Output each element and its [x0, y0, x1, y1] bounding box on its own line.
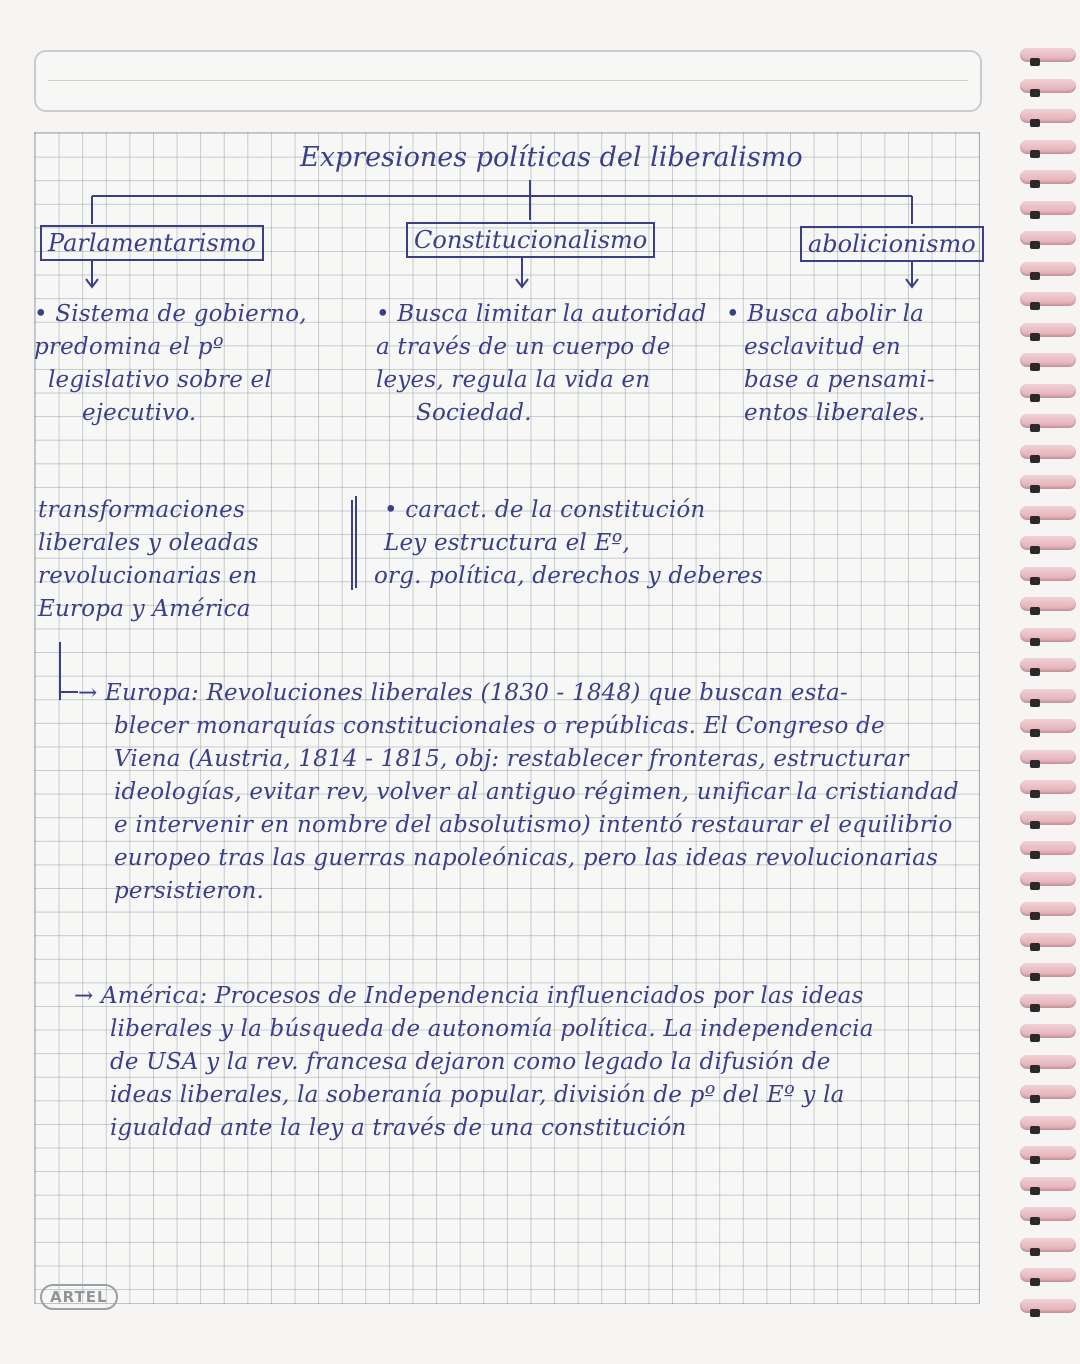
spiral-binding [1010, 40, 1080, 1330]
text-line: e intervenir en nombre del absolutismo) intentó restaurar el equilibrio [114, 812, 953, 838]
binding-hole [1030, 577, 1040, 585]
binding-hole [1030, 302, 1040, 310]
binding-hole [1030, 424, 1040, 432]
text-line: persistieron. [114, 878, 265, 904]
text-line: → Europa: Revoluciones liberales (1830 - 1848) que buscan esta- [78, 680, 848, 706]
binding-hole [1030, 394, 1040, 402]
binding-hole [1030, 638, 1040, 646]
binding-hole [1030, 1034, 1040, 1042]
spiral-ring [1020, 1055, 1076, 1069]
constitucion-characteristics [374, 494, 763, 593]
spiral-ring [1020, 841, 1076, 855]
text-line: Viena (Austria, 1814 - 1815, obj: restablecer fronteras, estructurar [114, 746, 909, 772]
parlamentarismo-definition [34, 298, 307, 430]
binding-hole [1030, 1309, 1040, 1317]
binding-hole [1030, 58, 1040, 66]
text-line: a través de un cuerpo de [376, 334, 671, 360]
binding-hole [1030, 668, 1040, 676]
spiral-ring [1020, 1207, 1076, 1221]
abolicionismo-definition [726, 298, 935, 430]
binding-hole [1030, 516, 1040, 524]
spiral-ring [1020, 79, 1076, 93]
spiral-ring [1020, 353, 1076, 367]
spiral-ring [1020, 1085, 1076, 1099]
transformaciones-heading [38, 494, 259, 626]
text-line: igualdad ante la ley a través de una constitución [110, 1115, 687, 1141]
constitucionalismo-definition [376, 298, 707, 430]
spiral-ring [1020, 414, 1076, 428]
binding-hole [1030, 912, 1040, 920]
text-line: de USA y la rev. francesa dejaron como legado la difusión de [110, 1049, 831, 1075]
text-line: org. política, derechos y deberes [374, 563, 763, 589]
spiral-ring [1020, 1177, 1076, 1191]
spiral-ring [1020, 689, 1076, 703]
binding-hole [1030, 150, 1040, 158]
text-line: Europa y América [38, 596, 251, 622]
text-line: europeo tras las guerras napoleónicas, pero las ideas revolucionarias [114, 845, 939, 871]
spiral-ring [1020, 536, 1076, 550]
text-line: esclavitud en [744, 334, 901, 360]
text-line: → América: Procesos de Independencia influenciados por las ideas [74, 983, 864, 1009]
spiral-ring [1020, 292, 1076, 306]
binding-hole [1030, 1156, 1040, 1164]
spiral-ring [1020, 658, 1076, 672]
binding-hole [1030, 760, 1040, 768]
text-line: • Busca abolir la [726, 301, 925, 327]
spiral-ring [1020, 811, 1076, 825]
spiral-ring [1020, 994, 1076, 1008]
binding-hole [1030, 790, 1040, 798]
spiral-ring [1020, 963, 1076, 977]
spiral-ring [1020, 933, 1076, 947]
binding-hole [1030, 119, 1040, 127]
spiral-ring [1020, 597, 1076, 611]
text-line: liberales y la búsqueda de autonomía política. La independencia [110, 1016, 874, 1042]
binding-hole [1030, 333, 1040, 341]
text-line: predomina el pº [34, 334, 224, 360]
spiral-ring [1020, 872, 1076, 886]
binding-hole [1030, 272, 1040, 280]
spiral-ring [1020, 1268, 1076, 1282]
spiral-ring [1020, 567, 1076, 581]
concept-map-title: Expresiones políticas del liberalismo [300, 142, 803, 173]
binding-hole [1030, 211, 1040, 219]
text-line: • Sistema de gobierno, [34, 301, 307, 327]
spiral-ring [1020, 262, 1076, 276]
binding-hole [1030, 241, 1040, 249]
binding-hole [1030, 973, 1040, 981]
binding-hole [1030, 1095, 1040, 1103]
text-line: revolucionarias en [38, 563, 258, 589]
spiral-ring [1020, 750, 1076, 764]
notebook-brand-logo: ARTEL [40, 1284, 118, 1310]
spiral-ring [1020, 1024, 1076, 1038]
spiral-ring [1020, 201, 1076, 215]
binding-hole [1030, 1278, 1040, 1286]
spiral-ring [1020, 170, 1076, 184]
binding-hole [1030, 89, 1040, 97]
text-line: • Busca limitar la autoridad [376, 301, 707, 327]
spiral-ring [1020, 231, 1076, 245]
spiral-ring [1020, 506, 1076, 520]
spiral-ring [1020, 384, 1076, 398]
binding-hole [1030, 180, 1040, 188]
binding-hole [1030, 729, 1040, 737]
spiral-ring [1020, 1299, 1076, 1313]
binding-hole [1030, 455, 1040, 463]
spiral-ring [1020, 475, 1076, 489]
text-line: ideologías, evitar rev, volver al antiguo régimen, unificar la cristiandad [114, 779, 959, 805]
spiral-ring [1020, 628, 1076, 642]
binding-hole [1030, 485, 1040, 493]
binding-hole [1030, 363, 1040, 371]
spiral-ring [1020, 902, 1076, 916]
spiral-ring [1020, 140, 1076, 154]
spiral-ring [1020, 1146, 1076, 1160]
concept-constitucionalismo: Constitucionalismo [406, 222, 655, 258]
binding-hole [1030, 851, 1040, 859]
binding-hole [1030, 1126, 1040, 1134]
binding-hole [1030, 1217, 1040, 1225]
spiral-ring [1020, 48, 1076, 62]
binding-hole [1030, 821, 1040, 829]
text-line: blecer monarquías constitucionales o repúblicas. El Congreso de [114, 713, 885, 739]
binding-hole [1030, 1248, 1040, 1256]
binding-hole [1030, 1187, 1040, 1195]
concept-parlamentarismo: Parlamentarismo [40, 225, 264, 261]
concept-abolicionismo: abolicionismo [800, 226, 984, 262]
text-line: transformaciones [38, 497, 245, 523]
binding-hole [1030, 1065, 1040, 1073]
binding-hole [1030, 699, 1040, 707]
binding-hole [1030, 1004, 1040, 1012]
text-line: base a pensami- [744, 367, 935, 393]
binding-hole [1030, 546, 1040, 554]
text-line: Ley estructura el Eº, [384, 530, 631, 556]
text-line: liberales y oleadas [38, 530, 259, 556]
spiral-ring [1020, 109, 1076, 123]
text-line: ejecutivo. [82, 400, 197, 426]
spiral-ring [1020, 323, 1076, 337]
text-line: legislativo sobre el [48, 367, 272, 393]
europa-paragraph [78, 677, 959, 908]
binding-hole [1030, 607, 1040, 615]
spiral-ring [1020, 780, 1076, 794]
text-line: Sociedad. [416, 400, 532, 426]
spiral-ring [1020, 1238, 1076, 1252]
spiral-ring [1020, 719, 1076, 733]
america-paragraph [74, 980, 874, 1145]
text-line: • caract. de la constitución [384, 497, 706, 523]
text-line: entos liberales. [744, 400, 926, 426]
spiral-ring [1020, 1116, 1076, 1130]
spiral-ring [1020, 445, 1076, 459]
text-line: leyes, regula la vida en [376, 367, 651, 393]
binding-hole [1030, 882, 1040, 890]
binding-hole [1030, 943, 1040, 951]
text-line: ideas liberales, la soberanía popular, división de pº del Eº y la [110, 1082, 845, 1108]
